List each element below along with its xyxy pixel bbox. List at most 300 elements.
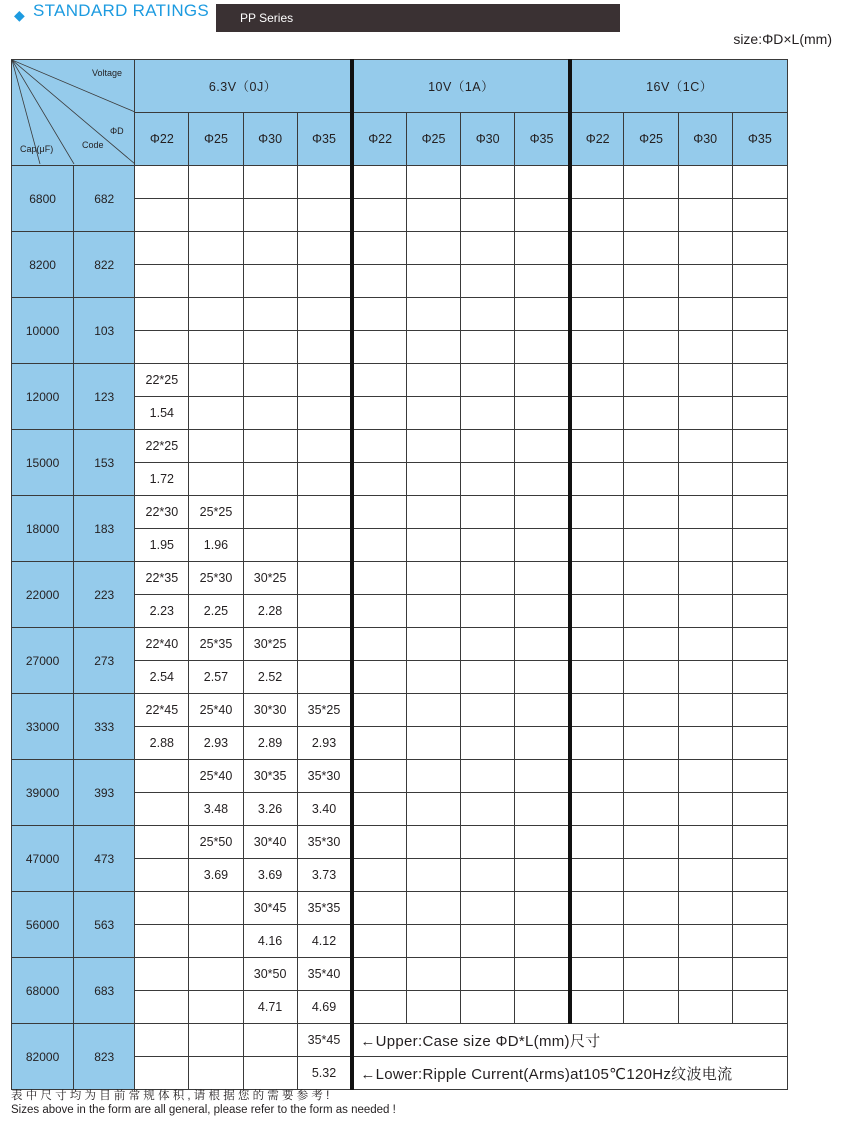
ripple-current-cell: 4.71 (243, 991, 297, 1024)
empty-rating-cell (406, 826, 460, 859)
empty-rating-cell (732, 991, 787, 1024)
empty-rating-cell (406, 298, 460, 331)
empty-rating-cell (624, 958, 678, 991)
empty-rating-cell (678, 364, 732, 397)
empty-rating-cell (624, 529, 678, 562)
diameter-header: Φ22 (352, 113, 406, 166)
ripple-current-cell (243, 265, 297, 298)
empty-rating-cell (406, 859, 460, 892)
cap-cell: 22000 (12, 562, 74, 628)
ripple-current-cell (135, 925, 189, 958)
case-size-cell (297, 496, 352, 529)
empty-rating-cell (352, 991, 406, 1024)
case-size-cell (243, 430, 297, 463)
empty-rating-cell (732, 859, 787, 892)
empty-rating-cell (732, 397, 787, 430)
empty-rating-cell (570, 430, 624, 463)
empty-rating-cell (461, 331, 515, 364)
empty-rating-cell (570, 991, 624, 1024)
empty-rating-cell (678, 463, 732, 496)
empty-rating-cell (570, 232, 624, 265)
case-size-cell (135, 826, 189, 859)
ripple-current-cell (189, 199, 243, 232)
empty-rating-cell (352, 859, 406, 892)
case-size-cell: 22*25 (135, 430, 189, 463)
diameter-header: Φ25 (189, 113, 243, 166)
case-size-cell (243, 166, 297, 199)
case-size-cell (189, 892, 243, 925)
case-size-cell: 35*30 (297, 826, 352, 859)
case-size-cell: 35*25 (297, 694, 352, 727)
empty-rating-cell (624, 430, 678, 463)
empty-rating-cell (732, 265, 787, 298)
empty-rating-cell (570, 628, 624, 661)
empty-rating-cell (624, 727, 678, 760)
ripple-current-cell (297, 529, 352, 562)
cap-cell: 8200 (12, 232, 74, 298)
ripple-current-cell: 1.95 (135, 529, 189, 562)
case-size-cell: 35*35 (297, 892, 352, 925)
empty-rating-cell (732, 232, 787, 265)
ripple-current-cell: 1.54 (135, 397, 189, 430)
ripple-current-cell: 3.40 (297, 793, 352, 826)
empty-rating-cell (406, 991, 460, 1024)
empty-rating-cell (732, 892, 787, 925)
cap-cell: 82000 (12, 1024, 74, 1090)
ripple-current-cell (297, 463, 352, 496)
empty-rating-cell (678, 727, 732, 760)
empty-rating-cell (570, 397, 624, 430)
empty-rating-cell (624, 628, 678, 661)
empty-rating-cell (406, 760, 460, 793)
empty-rating-cell (732, 694, 787, 727)
voltage-header-6v3: 6.3V（0J） (135, 60, 353, 113)
page-header (0, 0, 841, 60)
ripple-current-cell (135, 1057, 189, 1090)
ripple-current-cell: 3.48 (189, 793, 243, 826)
empty-rating-cell (406, 562, 460, 595)
cap-cell: 68000 (12, 958, 74, 1024)
empty-rating-cell (678, 265, 732, 298)
empty-rating-cell (732, 331, 787, 364)
empty-rating-cell (732, 562, 787, 595)
empty-rating-cell (461, 727, 515, 760)
ripple-current-cell (135, 991, 189, 1024)
empty-rating-cell (678, 958, 732, 991)
ripple-current-cell (135, 331, 189, 364)
case-size-cell: 22*40 (135, 628, 189, 661)
empty-rating-cell (678, 166, 732, 199)
table-row (12, 694, 788, 727)
ripple-current-cell (297, 199, 352, 232)
empty-rating-cell (570, 265, 624, 298)
empty-rating-cell (515, 826, 570, 859)
empty-rating-cell (678, 694, 732, 727)
ratings-body (12, 166, 788, 1090)
empty-rating-cell (515, 331, 570, 364)
empty-rating-cell (515, 760, 570, 793)
case-size-cell: 22*30 (135, 496, 189, 529)
empty-rating-cell (515, 529, 570, 562)
case-size-cell: 22*35 (135, 562, 189, 595)
case-size-cell (243, 496, 297, 529)
case-size-cell: 30*25 (243, 628, 297, 661)
empty-rating-cell (732, 826, 787, 859)
empty-rating-cell (570, 826, 624, 859)
diameter-header: Φ22 (570, 113, 624, 166)
empty-rating-cell (352, 166, 406, 199)
empty-rating-cell (678, 595, 732, 628)
case-size-cell: 25*40 (189, 694, 243, 727)
ripple-current-cell: 2.28 (243, 595, 297, 628)
code-cell: 103 (74, 298, 135, 364)
empty-rating-cell (570, 199, 624, 232)
cap-cell: 47000 (12, 826, 74, 892)
cap-cell: 33000 (12, 694, 74, 760)
empty-rating-cell (570, 925, 624, 958)
empty-rating-cell (515, 199, 570, 232)
empty-rating-cell (732, 793, 787, 826)
empty-rating-cell (406, 496, 460, 529)
case-size-cell: 35*30 (297, 760, 352, 793)
ripple-current-cell: 2.23 (135, 595, 189, 628)
cap-cell: 56000 (12, 892, 74, 958)
empty-rating-cell (352, 529, 406, 562)
empty-rating-cell (461, 859, 515, 892)
empty-rating-cell (461, 199, 515, 232)
case-size-cell: 30*40 (243, 826, 297, 859)
empty-rating-cell (515, 925, 570, 958)
empty-rating-cell (406, 595, 460, 628)
table-corner-header (12, 60, 135, 166)
ratings-table-wrapper (11, 59, 788, 1085)
empty-rating-cell (352, 595, 406, 628)
empty-rating-cell (678, 298, 732, 331)
code-cell: 823 (74, 1024, 135, 1090)
empty-rating-cell (678, 925, 732, 958)
ripple-current-cell: 2.54 (135, 661, 189, 694)
case-size-cell: 22*45 (135, 694, 189, 727)
empty-rating-cell (515, 595, 570, 628)
empty-rating-cell (515, 892, 570, 925)
empty-rating-cell (570, 529, 624, 562)
empty-rating-cell (678, 199, 732, 232)
case-size-cell (135, 892, 189, 925)
empty-rating-cell (624, 331, 678, 364)
table-row (12, 958, 788, 991)
empty-rating-cell (406, 430, 460, 463)
ripple-current-cell: 1.96 (189, 529, 243, 562)
empty-rating-cell (624, 694, 678, 727)
ripple-current-cell: 2.25 (189, 595, 243, 628)
empty-rating-cell (732, 925, 787, 958)
empty-rating-cell (461, 958, 515, 991)
empty-rating-cell (352, 760, 406, 793)
case-size-cell: 22*25 (135, 364, 189, 397)
empty-rating-cell (406, 529, 460, 562)
ripple-current-cell (189, 991, 243, 1024)
case-size-cell (243, 1024, 297, 1057)
case-size-cell (243, 364, 297, 397)
ripple-current-cell: 2.52 (243, 661, 297, 694)
empty-rating-cell (678, 232, 732, 265)
empty-rating-cell (406, 232, 460, 265)
footer-note-en: Sizes above in the form are all general, please refer to the form as needed ! (11, 1104, 396, 1116)
case-size-cell (297, 232, 352, 265)
code-cell: 473 (74, 826, 135, 892)
table-row (12, 1024, 788, 1057)
empty-rating-cell (624, 760, 678, 793)
case-size-cell: 30*45 (243, 892, 297, 925)
ripple-current-cell: 5.32 (297, 1057, 352, 1090)
empty-rating-cell (732, 529, 787, 562)
code-cell: 273 (74, 628, 135, 694)
empty-rating-cell (732, 364, 787, 397)
empty-rating-cell (515, 463, 570, 496)
code-cell: 333 (74, 694, 135, 760)
case-size-cell: 25*50 (189, 826, 243, 859)
empty-rating-cell (461, 496, 515, 529)
case-size-cell (135, 958, 189, 991)
case-size-cell (189, 298, 243, 331)
empty-rating-cell (461, 463, 515, 496)
empty-rating-cell (515, 958, 570, 991)
ripple-current-cell (189, 925, 243, 958)
footer-note-cn: 表中尺寸均为目前常规体积,请根据您的需要参考! (11, 1090, 333, 1102)
empty-rating-cell (624, 991, 678, 1024)
diameter-header: Φ30 (461, 113, 515, 166)
diameter-header: Φ22 (135, 113, 189, 166)
ripple-current-cell (297, 265, 352, 298)
ripple-current-cell (243, 199, 297, 232)
empty-rating-cell (732, 496, 787, 529)
code-cell: 682 (74, 166, 135, 232)
ripple-current-cell: 3.26 (243, 793, 297, 826)
case-size-cell (297, 430, 352, 463)
case-size-cell (297, 562, 352, 595)
empty-rating-cell (461, 661, 515, 694)
diameter-header: Φ35 (732, 113, 787, 166)
section-title: STANDARD RATINGS (33, 1, 210, 20)
case-size-cell (135, 1024, 189, 1057)
case-size-cell: 25*40 (189, 760, 243, 793)
cap-cell: 12000 (12, 364, 74, 430)
case-size-cell (189, 166, 243, 199)
empty-rating-cell (624, 793, 678, 826)
empty-rating-cell (352, 298, 406, 331)
case-size-cell: 25*30 (189, 562, 243, 595)
case-size-cell (297, 364, 352, 397)
ripple-current-cell: 4.12 (297, 925, 352, 958)
diameter-header: Φ35 (515, 113, 570, 166)
empty-rating-cell (406, 958, 460, 991)
empty-rating-cell (570, 892, 624, 925)
ripple-current-cell: 1.72 (135, 463, 189, 496)
empty-rating-cell (515, 628, 570, 661)
table-row (12, 364, 788, 397)
code-cell: 822 (74, 232, 135, 298)
empty-rating-cell (515, 364, 570, 397)
empty-rating-cell (678, 826, 732, 859)
empty-rating-cell (570, 364, 624, 397)
table-row (12, 232, 788, 265)
table-row (12, 562, 788, 595)
empty-rating-cell (570, 562, 624, 595)
empty-rating-cell (678, 529, 732, 562)
size-note: size:ΦD×L(mm) (733, 31, 832, 47)
empty-rating-cell (461, 595, 515, 628)
empty-rating-cell (732, 595, 787, 628)
empty-rating-cell (352, 892, 406, 925)
empty-rating-cell (515, 991, 570, 1024)
empty-rating-cell (352, 232, 406, 265)
empty-rating-cell (461, 529, 515, 562)
empty-rating-cell (461, 628, 515, 661)
empty-rating-cell (406, 364, 460, 397)
empty-rating-cell (624, 265, 678, 298)
empty-rating-cell (515, 430, 570, 463)
empty-rating-cell (515, 727, 570, 760)
case-size-cell (189, 1024, 243, 1057)
empty-rating-cell (732, 661, 787, 694)
ripple-current-cell (135, 859, 189, 892)
empty-rating-cell (570, 496, 624, 529)
empty-rating-cell (624, 463, 678, 496)
case-size-cell (189, 364, 243, 397)
ripple-current-cell (135, 793, 189, 826)
empty-rating-cell (570, 958, 624, 991)
empty-rating-cell (515, 397, 570, 430)
voltage-header-10v: 10V（1A） (352, 60, 570, 113)
empty-rating-cell (624, 496, 678, 529)
table-row (12, 628, 788, 661)
empty-rating-cell (624, 595, 678, 628)
diameter-header: Φ35 (297, 113, 352, 166)
empty-rating-cell (515, 265, 570, 298)
case-size-cell: 25*35 (189, 628, 243, 661)
series-banner (216, 4, 620, 32)
empty-rating-cell (678, 859, 732, 892)
legend-lower-note: ←Lower:Ripple Current(Arms)at105℃120Hz纹波电流 (352, 1057, 787, 1090)
empty-rating-cell (352, 496, 406, 529)
empty-rating-cell (570, 859, 624, 892)
code-cell: 683 (74, 958, 135, 1024)
ripple-current-cell (243, 463, 297, 496)
table-row (12, 892, 788, 925)
empty-rating-cell (352, 430, 406, 463)
empty-rating-cell (406, 793, 460, 826)
empty-rating-cell (515, 166, 570, 199)
empty-rating-cell (678, 397, 732, 430)
empty-rating-cell (570, 694, 624, 727)
ripple-current-cell: 2.88 (135, 727, 189, 760)
empty-rating-cell (624, 892, 678, 925)
empty-rating-cell (678, 760, 732, 793)
empty-rating-cell (406, 199, 460, 232)
empty-rating-cell (515, 661, 570, 694)
case-size-cell: 35*45 (297, 1024, 352, 1057)
empty-rating-cell (732, 430, 787, 463)
code-cell: 123 (74, 364, 135, 430)
ripple-current-cell (297, 661, 352, 694)
footer-notes (11, 1089, 396, 1117)
empty-rating-cell (515, 496, 570, 529)
empty-rating-cell (570, 331, 624, 364)
table-row (12, 496, 788, 529)
case-size-cell (135, 298, 189, 331)
case-size-cell (297, 166, 352, 199)
ripple-current-cell (189, 1057, 243, 1090)
empty-rating-cell (461, 826, 515, 859)
case-size-cell (297, 628, 352, 661)
empty-rating-cell (570, 166, 624, 199)
case-size-cell: 30*35 (243, 760, 297, 793)
case-size-cell: 35*40 (297, 958, 352, 991)
empty-rating-cell (406, 892, 460, 925)
empty-rating-cell (624, 397, 678, 430)
diameter-header: Φ30 (243, 113, 297, 166)
case-size-cell (189, 958, 243, 991)
empty-rating-cell (352, 331, 406, 364)
ripple-current-cell (243, 397, 297, 430)
case-size-cell (135, 232, 189, 265)
case-size-cell (135, 760, 189, 793)
case-size-cell: 30*25 (243, 562, 297, 595)
empty-rating-cell (352, 364, 406, 397)
corner-cap-label: Cap(μF) (20, 144, 54, 154)
table-row (12, 826, 788, 859)
empty-rating-cell (352, 463, 406, 496)
ripple-current-cell (243, 1057, 297, 1090)
ripple-current-cell: 4.69 (297, 991, 352, 1024)
diameter-header: Φ25 (406, 113, 460, 166)
empty-rating-cell (406, 397, 460, 430)
empty-rating-cell (406, 331, 460, 364)
cap-cell: 6800 (12, 166, 74, 232)
empty-rating-cell (570, 298, 624, 331)
ripple-current-cell (297, 595, 352, 628)
ripple-current-cell: 2.89 (243, 727, 297, 760)
empty-rating-cell (461, 694, 515, 727)
empty-rating-cell (406, 694, 460, 727)
empty-rating-cell (624, 364, 678, 397)
empty-rating-cell (570, 793, 624, 826)
empty-rating-cell (732, 958, 787, 991)
empty-rating-cell (515, 298, 570, 331)
cap-cell: 18000 (12, 496, 74, 562)
voltage-header-16v: 16V（1C） (570, 60, 788, 113)
empty-rating-cell (461, 397, 515, 430)
empty-rating-cell (461, 232, 515, 265)
empty-rating-cell (352, 958, 406, 991)
ratings-table (11, 59, 788, 1090)
case-size-cell (189, 430, 243, 463)
empty-rating-cell (570, 595, 624, 628)
empty-rating-cell (624, 661, 678, 694)
empty-rating-cell (732, 628, 787, 661)
case-size-cell (243, 232, 297, 265)
empty-rating-cell (515, 694, 570, 727)
empty-rating-cell (570, 661, 624, 694)
ripple-current-cell: 4.16 (243, 925, 297, 958)
empty-rating-cell (352, 793, 406, 826)
ripple-current-cell (135, 199, 189, 232)
empty-rating-cell (406, 166, 460, 199)
table-row (12, 760, 788, 793)
empty-rating-cell (461, 793, 515, 826)
case-size-cell (189, 232, 243, 265)
empty-rating-cell (570, 760, 624, 793)
